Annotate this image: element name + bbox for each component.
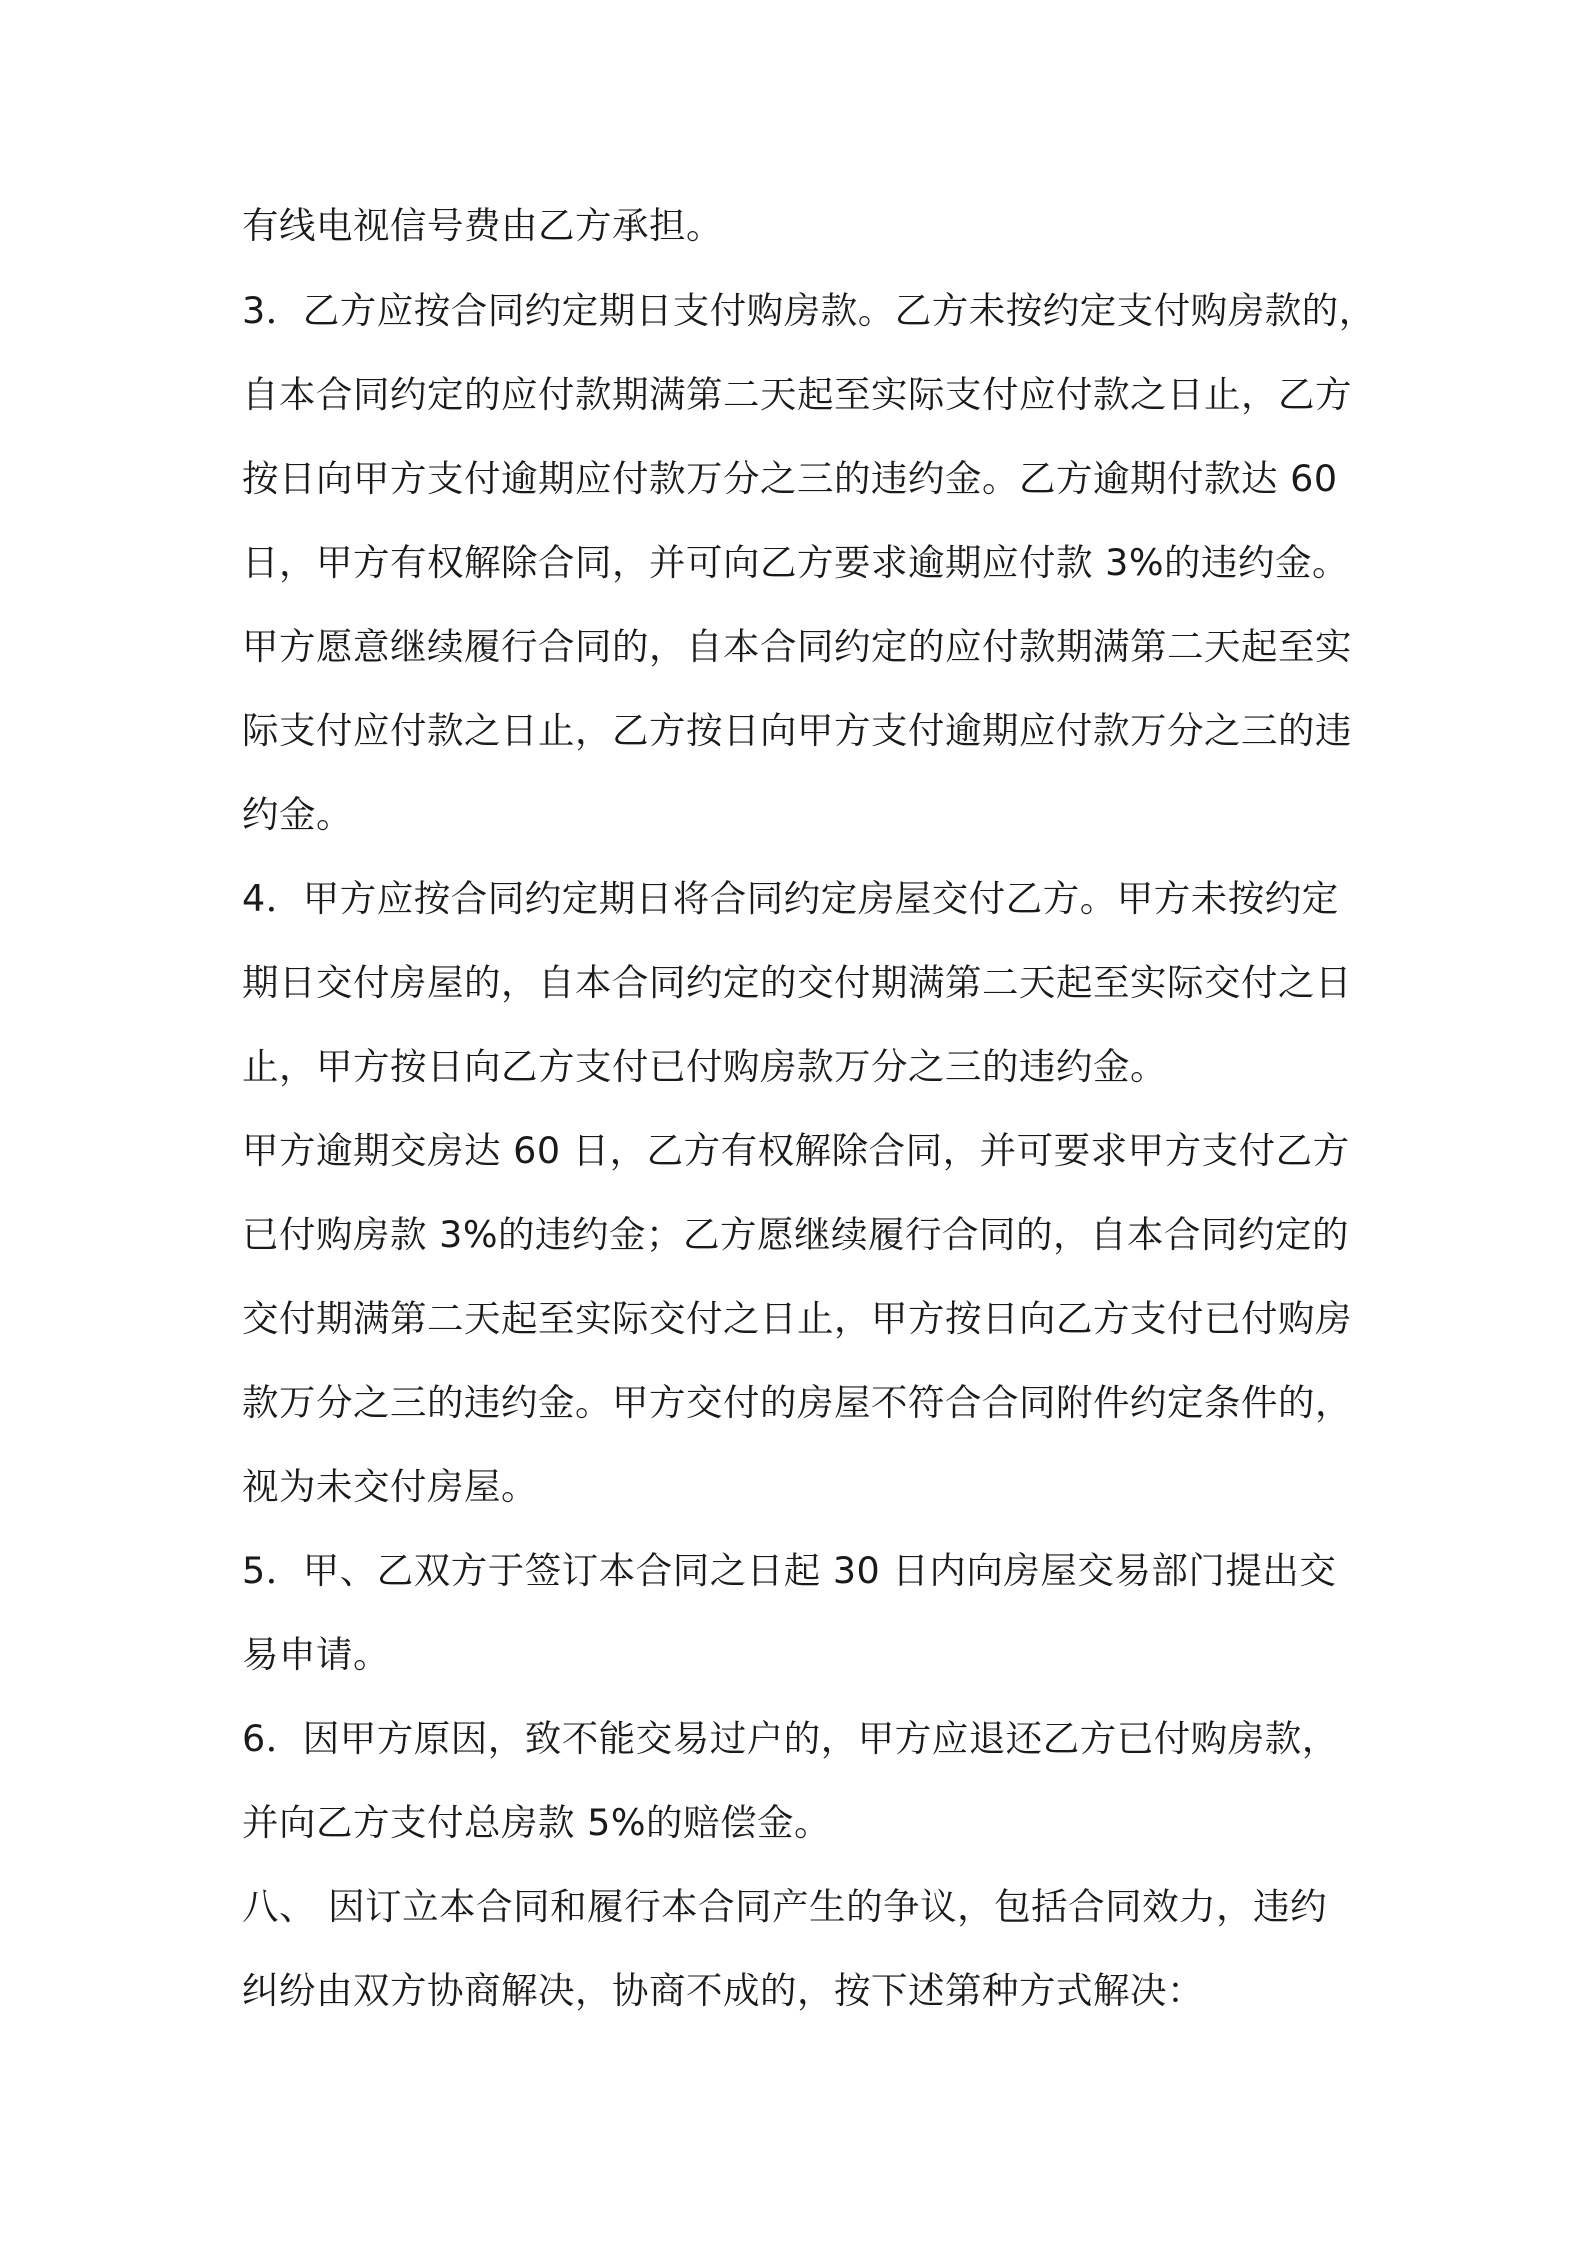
text-line: 款万分之三的违约金。甲方交付的房屋不符合合同附件约定条件的， bbox=[242, 1381, 1352, 1424]
text-line: 八、 因订立本合同和履行本合同产生的争议，包括合同效力，违约 bbox=[242, 1885, 1328, 1928]
text-line: 4．甲方应按合同约定期日将合同约定房屋交付乙方。甲方未按约定 bbox=[242, 877, 1339, 920]
text-line: 期日交付房屋的，自本合同约定的交付期满第二天起至实际交付之日 bbox=[242, 961, 1352, 1004]
text-line: 6．因甲方原因，致不能交易过户的，甲方应退还乙方已付购房款， bbox=[242, 1717, 1339, 1760]
text-line: 交付期满第二天起至实际交付之日止，甲方按日向乙方支付已付购房 bbox=[242, 1297, 1352, 1340]
text-line: 甲方愿意继续履行合同的，自本合同约定的应付款期满第二天起至实 bbox=[242, 625, 1352, 668]
text-line: 际支付应付款之日止，乙方按日向甲方支付逾期应付款万分之三的违 bbox=[242, 709, 1352, 752]
text-line: 纠纷由双方协商解决，协商不成的，按下述第种方式解决： bbox=[242, 1969, 1204, 2012]
text-line: 日，甲方有权解除合同，并可向乙方要求逾期应付款 3%的违约金。 bbox=[242, 541, 1350, 584]
text-line: 按日向甲方支付逾期应付款万分之三的违约金。乙方逾期付款达 60 bbox=[242, 457, 1338, 500]
text-line: 约金。 bbox=[242, 793, 353, 836]
text-line: 3．乙方应按合同约定期日支付购房款。乙方未按约定支付购房款的， bbox=[242, 289, 1376, 332]
text-line: 并向乙方支付总房款 5%的赔偿金。 bbox=[242, 1801, 832, 1844]
text-line: 易申请。 bbox=[242, 1633, 390, 1676]
text-line: 甲方逾期交房达 60 日，乙方有权解除合同，并可要求甲方支付乙方 bbox=[242, 1129, 1350, 1172]
text-line: 已付购房款 3%的违约金；乙方愿继续履行合同的，自本合同约定的 bbox=[242, 1213, 1350, 1256]
text-line: 止，甲方按日向乙方支付已付购房款万分之三的违约金。 bbox=[242, 1045, 1167, 1088]
text-line: 5．甲、乙双方于签订本合同之日起 30 日内向房屋交易部门提出交 bbox=[242, 1549, 1337, 1592]
text-line: 有线电视信号费由乙方承担。 bbox=[242, 204, 723, 247]
text-line: 自本合同约定的应付款期满第二天起至实际支付应付款之日止，乙方 bbox=[242, 373, 1352, 416]
text-line: 视为未交付房屋。 bbox=[242, 1465, 538, 1508]
